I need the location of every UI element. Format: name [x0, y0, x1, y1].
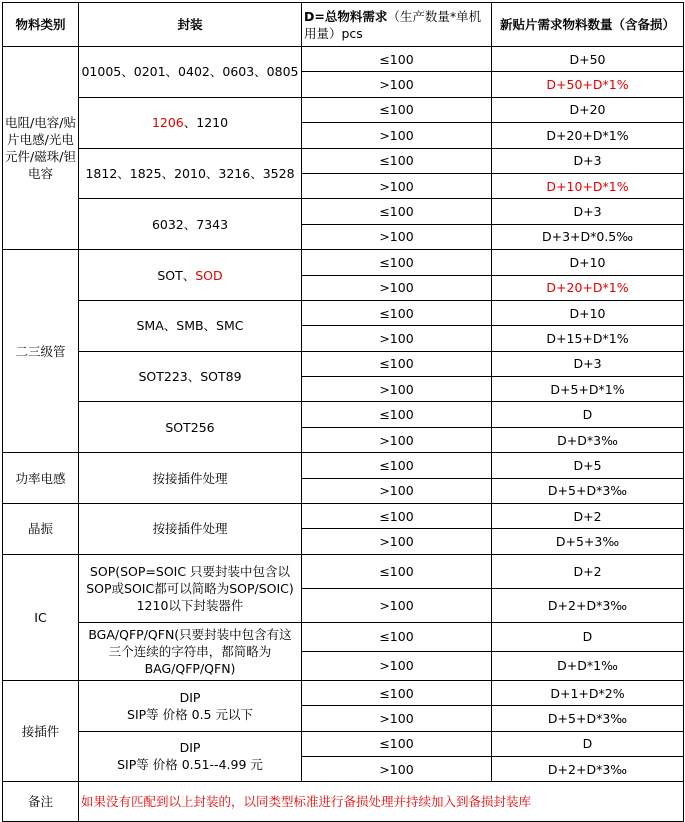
threshold-le: ≤100: [302, 300, 492, 325]
package-cell: [79, 554, 302, 622]
threshold-gt: >100: [302, 529, 492, 554]
header-demand-bold: D=总物料需求: [304, 8, 388, 24]
value-cell: D+3: [492, 148, 684, 173]
table-row: [3, 199, 684, 224]
threshold-le: ≤100: [302, 199, 492, 224]
package-cell: SOT223、SOT89: [79, 351, 302, 402]
value-cell: D+3: [492, 351, 684, 376]
header-category: 物料类别: [3, 3, 79, 47]
package-part: SOT、: [157, 267, 196, 283]
threshold-le: ≤100: [302, 148, 492, 173]
threshold-le: ≤100: [302, 554, 492, 588]
package-cell: 按接插件处理: [79, 504, 302, 555]
package-cell: [79, 731, 302, 782]
value-cell: D+50+D*1%: [492, 72, 684, 97]
value-cell: D+2: [492, 504, 684, 529]
value-cell: D+2+D*3‰: [492, 756, 684, 781]
package-line: SOP(SOP=SOIC 只要封装中包含以: [89, 563, 291, 579]
value-cell: D+1+D*2%: [492, 680, 684, 705]
threshold-le: ≤100: [302, 351, 492, 376]
note-text: 如果没有匹配到以上封装的，以同类型标准进行备损处理并持续加入到备损封装库: [79, 782, 684, 822]
value-cell: D+3: [492, 199, 684, 224]
package-line: DIP: [179, 740, 201, 756]
package-cell: SMA、SMB、SMC: [79, 300, 302, 351]
table-row: [3, 300, 684, 325]
table-row: [3, 148, 684, 173]
package-cell: 1812、1825、2010、3216、3528: [79, 148, 302, 199]
value-cell: D: [492, 622, 684, 651]
value-cell: D+D*1‰: [492, 651, 684, 680]
package-cell: 6032、7343: [79, 199, 302, 250]
package-cell: SOT256: [79, 402, 302, 453]
threshold-gt: >100: [302, 72, 492, 97]
header-row: [3, 3, 684, 47]
package-highlight: 1206: [151, 115, 184, 131]
threshold-gt: >100: [302, 756, 492, 781]
package-line: 三个连续的字符串，都简略为: [108, 643, 272, 659]
threshold-le: ≤100: [302, 47, 492, 72]
header-demand-note: （生产数量*单机用量）pcs: [304, 8, 482, 41]
package-line: BAG/QFP/QFN): [144, 660, 236, 676]
table-row: [3, 453, 684, 478]
table-row: [3, 680, 684, 705]
backup-rate-table: [2, 2, 684, 822]
package-line: DIP: [179, 689, 201, 705]
package-cell: [79, 680, 302, 731]
package-highlight: SOD: [195, 267, 223, 283]
package-line: BGA/QFP/QFN(只要封装中包含有这: [88, 626, 292, 642]
threshold-gt: >100: [302, 326, 492, 351]
value-cell: D: [492, 731, 684, 756]
category-connector: 接插件: [3, 680, 79, 782]
threshold-le: ≤100: [302, 402, 492, 427]
package-cell: [79, 250, 302, 301]
package-line: SOP或SOIC都可以简略为SOP/SOIC): [86, 580, 294, 596]
package-cell: [79, 97, 302, 148]
threshold-le: ≤100: [302, 250, 492, 275]
header-package: 封装: [79, 3, 302, 47]
table-row: [3, 402, 684, 427]
value-cell: D+5+D*1%: [492, 377, 684, 402]
threshold-gt: >100: [302, 224, 492, 249]
package-line: 1210以下封装器件: [136, 597, 244, 613]
threshold-gt: >100: [302, 651, 492, 680]
value-cell: D+20+D*1%: [492, 275, 684, 300]
category-power: 功率电感: [3, 453, 79, 504]
threshold-gt: >100: [302, 706, 492, 731]
threshold-gt: >100: [302, 588, 492, 622]
value-cell: D+15+D*1%: [492, 326, 684, 351]
note-row: [3, 782, 684, 822]
value-cell: D+D*3‰: [492, 427, 684, 452]
table-row: [3, 622, 684, 651]
threshold-gt: >100: [302, 173, 492, 198]
threshold-le: ≤100: [302, 731, 492, 756]
threshold-gt: >100: [302, 377, 492, 402]
threshold-gt: >100: [302, 123, 492, 148]
value-cell: D+5+D*3‰: [492, 706, 684, 731]
package-line: SIP等 价格 0.51--4.99 元: [117, 757, 263, 773]
table-row: [3, 504, 684, 529]
table-row: [3, 47, 684, 72]
package-line: SIP等 价格 0.5 元以下: [127, 706, 253, 722]
header-demand: [302, 3, 492, 47]
table-row: [3, 351, 684, 376]
value-cell: D: [492, 402, 684, 427]
threshold-le: ≤100: [302, 504, 492, 529]
value-cell: D+5+D*3‰: [492, 478, 684, 503]
threshold-le: ≤100: [302, 622, 492, 651]
value-cell: D+2+D*3‰: [492, 588, 684, 622]
threshold-le: ≤100: [302, 453, 492, 478]
category-resistor: 电阻/电容/贴片电感/光电元件/磁珠/钽电容: [3, 47, 79, 250]
value-cell: D+20+D*1%: [492, 123, 684, 148]
value-cell: D+3+D*0.5‰: [492, 224, 684, 249]
value-cell: D+2: [492, 554, 684, 588]
category-ic: IC: [3, 554, 79, 680]
package-cell: [79, 622, 302, 680]
value-cell: D+5+3‰: [492, 529, 684, 554]
threshold-gt: >100: [302, 275, 492, 300]
threshold-le: ≤100: [302, 680, 492, 705]
category-note: 备注: [3, 782, 79, 822]
category-diode: 二三级管: [3, 250, 79, 453]
value-cell: D+10: [492, 300, 684, 325]
header-new-qty: 新贴片需求物料数量（含备损）: [492, 3, 684, 47]
table-row: [3, 97, 684, 122]
value-cell: D+10: [492, 250, 684, 275]
package-cell: 按接插件处理: [79, 453, 302, 504]
threshold-gt: >100: [302, 478, 492, 503]
table-row: [3, 554, 684, 588]
table-row: [3, 731, 684, 756]
value-cell: D+20: [492, 97, 684, 122]
threshold-le: ≤100: [302, 97, 492, 122]
value-cell: D+5: [492, 453, 684, 478]
threshold-gt: >100: [302, 427, 492, 452]
value-cell: D+10+D*1%: [492, 173, 684, 198]
value-cell: D+50: [492, 47, 684, 72]
package-rest: 、1210: [183, 115, 229, 131]
package-cell: 01005、0201、0402、0603、0805: [79, 47, 302, 98]
category-crystal: 晶振: [3, 504, 79, 555]
table-row: [3, 250, 684, 275]
